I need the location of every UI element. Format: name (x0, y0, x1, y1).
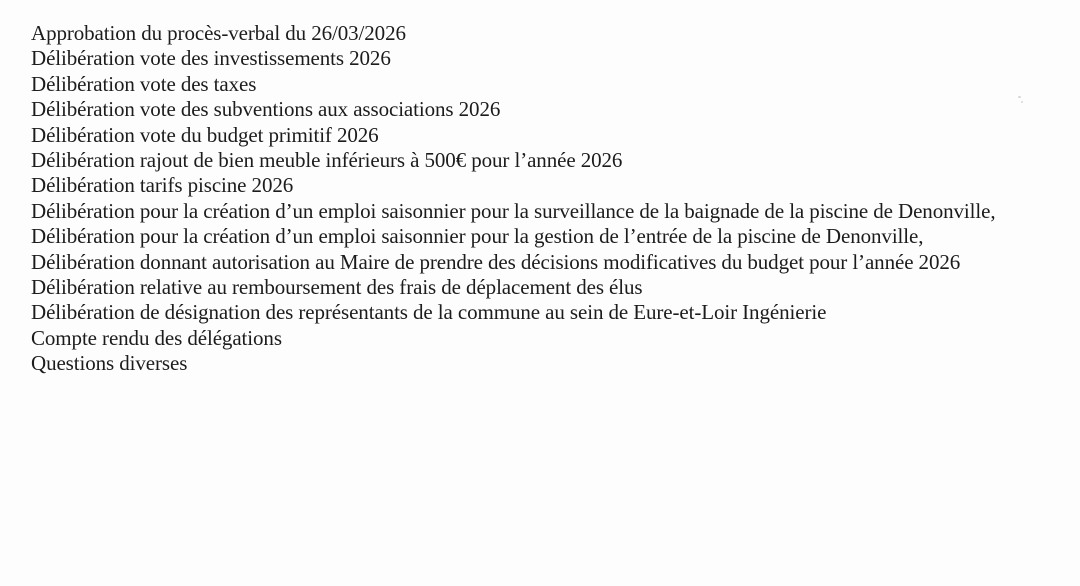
agenda-item: Délibération tarifs piscine 2026 (31, 173, 294, 198)
agenda-list (31, 21, 1061, 377)
agenda-item: Délibération de désignation des représentants de la commune au sein de Eure-et-Loir Ingénierie (31, 300, 827, 325)
agenda-item: Compte rendu des délégations (31, 325, 282, 350)
agenda-item: Délibération vote des investissements 2026 (31, 46, 391, 71)
agenda-item: Questions diverses (31, 351, 188, 376)
scan-speck (1021, 101, 1023, 103)
agenda-item: Délibération rajout de bien meuble inférieurs à 500€ pour l’année 2026 (31, 148, 623, 173)
agenda-item: Délibération vote du budget primitif 2026 (31, 122, 379, 147)
agenda-item: Délibération vote des subventions aux associations 2026 (31, 97, 501, 122)
agenda-item: Délibération pour la création d’un emploi saisonnier pour la surveillance de la baignade de la piscine de Denonville, (31, 198, 996, 223)
agenda-item: Délibération pour la création d’un emploi saisonnier pour la gestion de l’entrée de la piscine de Denonville, (31, 224, 924, 249)
scan-speck (1018, 96, 1021, 98)
agenda-item: Approbation du procès-verbal du 26/03/2026 (31, 21, 406, 45)
agenda-item: Délibération donnant autorisation au Maire de prendre des décisions modificatives du budget pour l’année 2026 (31, 249, 961, 274)
agenda-item: Délibération vote des taxes (31, 71, 257, 96)
agenda-item: Délibération relative au remboursement des frais de déplacement des élus (31, 275, 643, 300)
